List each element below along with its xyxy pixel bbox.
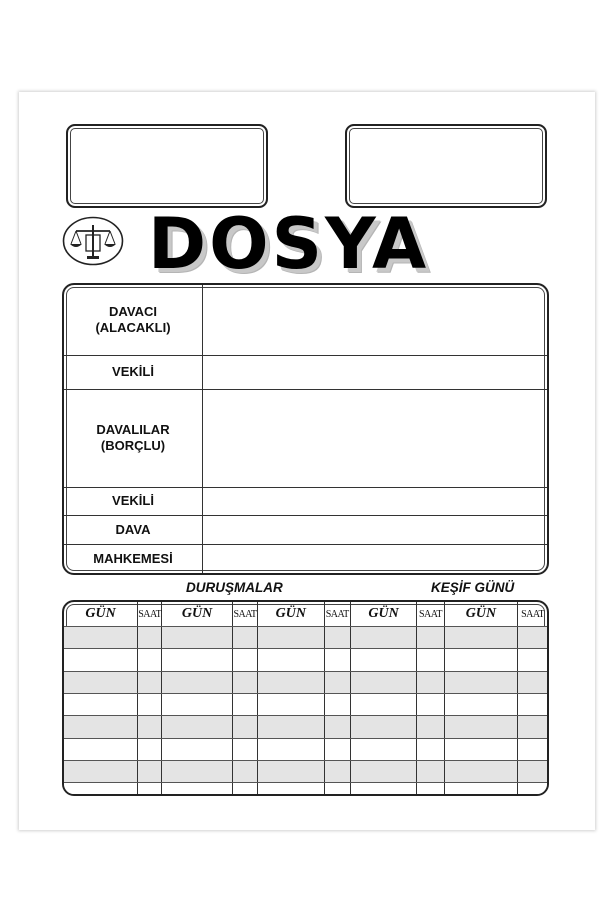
- time-cell[interactable]: [138, 738, 162, 760]
- row-label-court: MAHKEMESİ: [64, 544, 203, 573]
- day-cell[interactable]: [350, 671, 417, 693]
- time-cell[interactable]: [324, 716, 350, 738]
- time-cell[interactable]: [138, 783, 162, 794]
- day-cell[interactable]: [162, 716, 233, 738]
- stamp-box-right[interactable]: [345, 124, 547, 208]
- col-header-time: SAAT: [138, 602, 162, 627]
- time-cell[interactable]: [417, 693, 444, 715]
- time-cell[interactable]: [417, 627, 444, 649]
- table-row: [64, 389, 547, 487]
- table-row: [64, 627, 547, 649]
- time-cell[interactable]: [417, 649, 444, 671]
- time-cell[interactable]: [417, 671, 444, 693]
- table-row: [64, 355, 547, 389]
- row-label-defendant-attorney: VEKİLİ: [64, 487, 203, 515]
- col-header-day: GÜN: [444, 602, 518, 627]
- col-header-day: GÜN: [64, 602, 138, 627]
- time-cell[interactable]: [518, 671, 547, 693]
- day-cell[interactable]: [258, 693, 325, 715]
- time-cell[interactable]: [324, 738, 350, 760]
- day-cell[interactable]: [64, 693, 138, 715]
- day-cell[interactable]: [162, 738, 233, 760]
- day-cell[interactable]: [258, 649, 325, 671]
- day-cell[interactable]: [162, 783, 233, 794]
- row-label-case: DAVA: [64, 515, 203, 544]
- day-cell[interactable]: [64, 716, 138, 738]
- day-cell[interactable]: [64, 783, 138, 794]
- col-header-day: GÜN: [350, 602, 417, 627]
- day-cell[interactable]: [444, 716, 518, 738]
- row-label-plaintiff: DAVACI (ALACAKLI): [64, 285, 203, 355]
- col-header-day: GÜN: [258, 602, 325, 627]
- defendants-field[interactable]: [203, 389, 548, 487]
- day-cell[interactable]: [64, 627, 138, 649]
- plaintiff-field[interactable]: [203, 285, 548, 355]
- time-cell[interactable]: [138, 693, 162, 715]
- time-cell[interactable]: [232, 671, 257, 693]
- day-cell[interactable]: [350, 760, 417, 782]
- col-header-time: SAAT: [518, 602, 547, 627]
- day-cell[interactable]: [258, 716, 325, 738]
- day-cell[interactable]: [444, 671, 518, 693]
- case-info-table: [62, 283, 549, 575]
- table-row: [64, 693, 547, 715]
- time-cell[interactable]: [232, 738, 257, 760]
- day-cell[interactable]: [444, 693, 518, 715]
- stamp-box-left[interactable]: [66, 124, 268, 208]
- day-cell[interactable]: [64, 760, 138, 782]
- table-row: [64, 738, 547, 760]
- time-cell[interactable]: [138, 649, 162, 671]
- day-cell[interactable]: [162, 671, 233, 693]
- day-cell[interactable]: [258, 738, 325, 760]
- day-cell[interactable]: [444, 760, 518, 782]
- table-row: [64, 671, 547, 693]
- time-cell[interactable]: [232, 783, 257, 794]
- day-cell[interactable]: [162, 627, 233, 649]
- day-cell[interactable]: [162, 693, 233, 715]
- row-label-defendants: DAVALILAR (BORÇLU): [64, 389, 203, 487]
- hearings-heading: DURUŞMALAR: [186, 580, 283, 595]
- time-cell[interactable]: [324, 671, 350, 693]
- time-cell[interactable]: [232, 649, 257, 671]
- time-cell[interactable]: [232, 716, 257, 738]
- day-cell[interactable]: [350, 693, 417, 715]
- day-cell[interactable]: [162, 760, 233, 782]
- time-cell[interactable]: [518, 738, 547, 760]
- scales-of-justice-icon: [62, 216, 124, 266]
- table-row: [64, 760, 547, 782]
- defendant-attorney-field[interactable]: [203, 487, 548, 515]
- day-cell[interactable]: [350, 783, 417, 794]
- day-cell[interactable]: [162, 649, 233, 671]
- day-cell[interactable]: [444, 649, 518, 671]
- time-cell[interactable]: [232, 760, 257, 782]
- day-cell[interactable]: [258, 671, 325, 693]
- day-cell[interactable]: [444, 783, 518, 794]
- time-cell[interactable]: [518, 716, 547, 738]
- time-cell[interactable]: [138, 760, 162, 782]
- case-field[interactable]: [203, 515, 548, 544]
- day-cell[interactable]: [258, 760, 325, 782]
- page-title: DOSYA: [148, 203, 430, 285]
- day-cell[interactable]: [350, 649, 417, 671]
- time-cell[interactable]: [518, 627, 547, 649]
- day-cell[interactable]: [64, 671, 138, 693]
- day-cell[interactable]: [258, 627, 325, 649]
- col-header-time: SAAT: [232, 602, 257, 627]
- time-cell[interactable]: [232, 627, 257, 649]
- time-cell[interactable]: [518, 649, 547, 671]
- col-header-time: SAAT: [417, 602, 444, 627]
- time-cell[interactable]: [518, 693, 547, 715]
- hearing-dates-table: [62, 600, 549, 796]
- inspection-day-heading: KEŞİF GÜNÜ: [431, 580, 515, 595]
- day-cell[interactable]: [444, 627, 518, 649]
- header-row: [64, 602, 547, 627]
- time-cell[interactable]: [417, 760, 444, 782]
- day-cell[interactable]: [64, 649, 138, 671]
- time-cell[interactable]: [324, 760, 350, 782]
- plaintiff-attorney-field[interactable]: [203, 355, 548, 389]
- time-cell[interactable]: [232, 693, 257, 715]
- day-cell[interactable]: [64, 738, 138, 760]
- table-row: [64, 515, 547, 544]
- col-header-time: SAAT: [324, 602, 350, 627]
- day-cell[interactable]: [258, 783, 325, 794]
- table-row: [64, 716, 547, 738]
- time-cell[interactable]: [138, 716, 162, 738]
- time-cell[interactable]: [324, 649, 350, 671]
- table-row: [64, 649, 547, 671]
- time-cell[interactable]: [138, 671, 162, 693]
- court-field[interactable]: [203, 544, 548, 573]
- day-cell[interactable]: [350, 738, 417, 760]
- table-row: [64, 487, 547, 515]
- table-row: [64, 783, 547, 794]
- time-cell[interactable]: [138, 627, 162, 649]
- time-cell[interactable]: [417, 716, 444, 738]
- time-cell[interactable]: [518, 783, 547, 794]
- time-cell[interactable]: [324, 693, 350, 715]
- time-cell[interactable]: [417, 738, 444, 760]
- col-header-day: GÜN: [162, 602, 233, 627]
- day-cell[interactable]: [350, 627, 417, 649]
- day-cell[interactable]: [444, 738, 518, 760]
- time-cell[interactable]: [324, 783, 350, 794]
- day-cell[interactable]: [350, 716, 417, 738]
- time-cell[interactable]: [324, 627, 350, 649]
- row-label-plaintiff-attorney: VEKİLİ: [64, 355, 203, 389]
- table-row: [64, 285, 547, 355]
- time-cell[interactable]: [417, 783, 444, 794]
- time-cell[interactable]: [518, 760, 547, 782]
- table-row: [64, 544, 547, 573]
